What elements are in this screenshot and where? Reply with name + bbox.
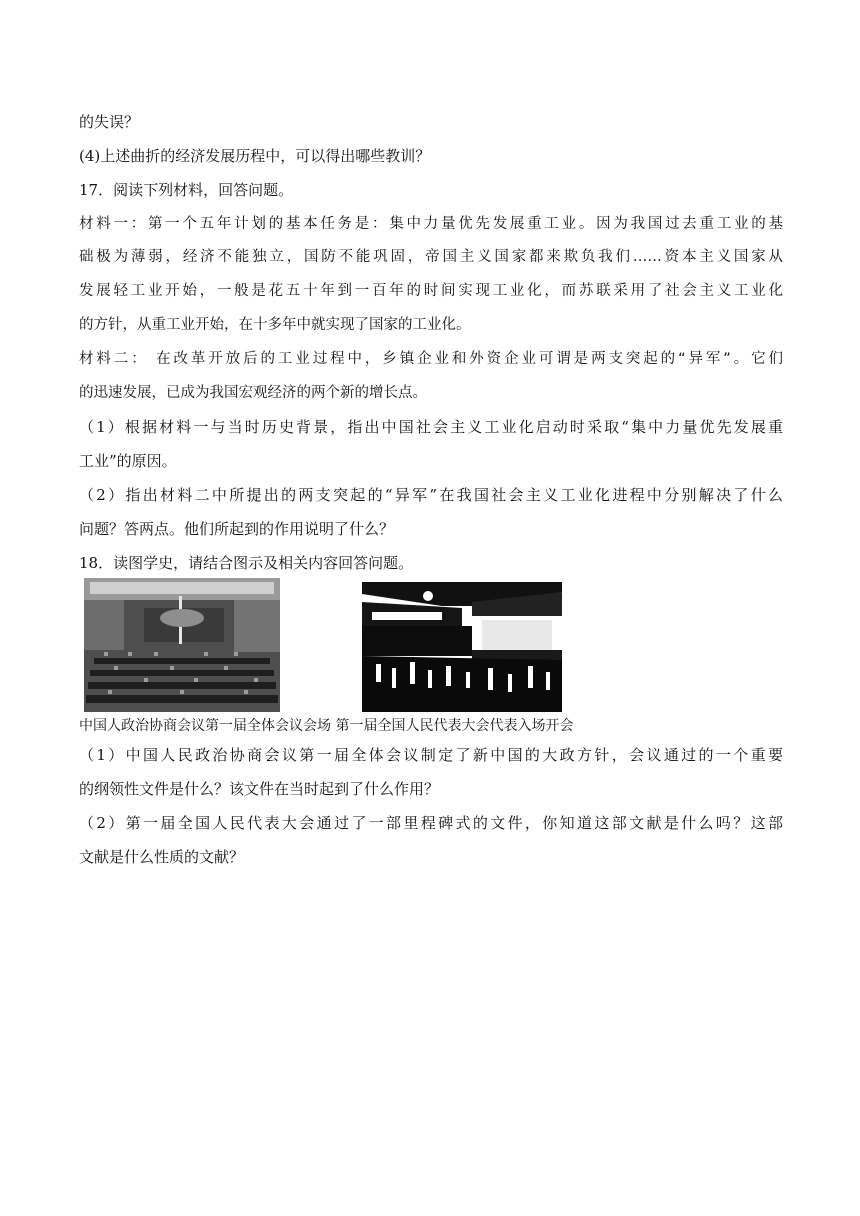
sub-question-2-cont: 问题？答两点。他们所起到的作用说明了什么？ bbox=[79, 520, 395, 538]
question-4: (4)上述曲折的经济发展历程中，可以得出哪些教训？ bbox=[79, 147, 431, 165]
sub-question-2: （2）指出材料二中所提出的两支突起的“异军”在我国社会主义工业化进程中分别解决了什么 bbox=[79, 486, 783, 504]
npc-entrance-image bbox=[362, 582, 562, 712]
sub-question-1-cont: 工业”的原因。 bbox=[79, 452, 177, 470]
text-line: 的失误？ bbox=[79, 113, 140, 131]
sub-question-18-2-cont: 文献是什么性质的文献？ bbox=[79, 848, 245, 866]
material-two-line: 材料二： 在改革开放后的工业过程中，乡镇企业和外资企业可谓是两支突起的“异军”。它们 bbox=[79, 351, 783, 367]
material-one-line: 础极为薄弱，经济不能独立，国防不能巩固，帝国主义国家都来欺负我们……资本主义国家从 bbox=[79, 249, 783, 265]
sub-question-1: （1）根据材料一与当时历史背景，指出中国社会主义工业化启动时采取“集中力量优先发展重 bbox=[79, 418, 783, 436]
material-one-line: 材料一：第一个五年计划的基本任务是：集中力量优先发展重工业。因为我国过去重工业的基 bbox=[79, 216, 783, 232]
photo-caption: 中国人政治协商会议第一届全体会议会场 第一届全国人民代表大会代表入场开会 bbox=[79, 718, 574, 734]
material-one-line: 的方针，从重工业开始，在十多年中就实现了国家的工业化。 bbox=[79, 317, 471, 333]
material-two-line: 的迅速发展，已成为我国宏观经济的两个新的增长点。 bbox=[79, 385, 427, 401]
cppcc-hall-photo bbox=[84, 578, 280, 712]
question-18-heading: 18．读图学史，请结合图示及相关内容回答问题。 bbox=[79, 554, 414, 572]
cppcc-hall-image bbox=[84, 578, 280, 712]
material-one-line: 发展轻工业开始，一般是花五十年到一百年的时间实现工业化，而苏联采用了社会主义工业化 bbox=[79, 283, 783, 299]
sub-question-18-1-cont: 的纲领性文件是什么？该文件在当时起到了什么作用？ bbox=[79, 780, 440, 798]
npc-entrance-photo bbox=[362, 582, 562, 712]
question-17-heading: 17．阅读下列材料，回答问题。 bbox=[79, 181, 294, 199]
sub-question-18-2: （2）第一届全国人民代表大会通过了一部里程碑式的文件，你知道这部文献是什么吗？这部 bbox=[79, 814, 783, 832]
sub-question-18-1: （1）中国人民政治协商会议第一届全体会议制定了新中国的大政方针，会议通过的一个重要 bbox=[79, 746, 783, 764]
